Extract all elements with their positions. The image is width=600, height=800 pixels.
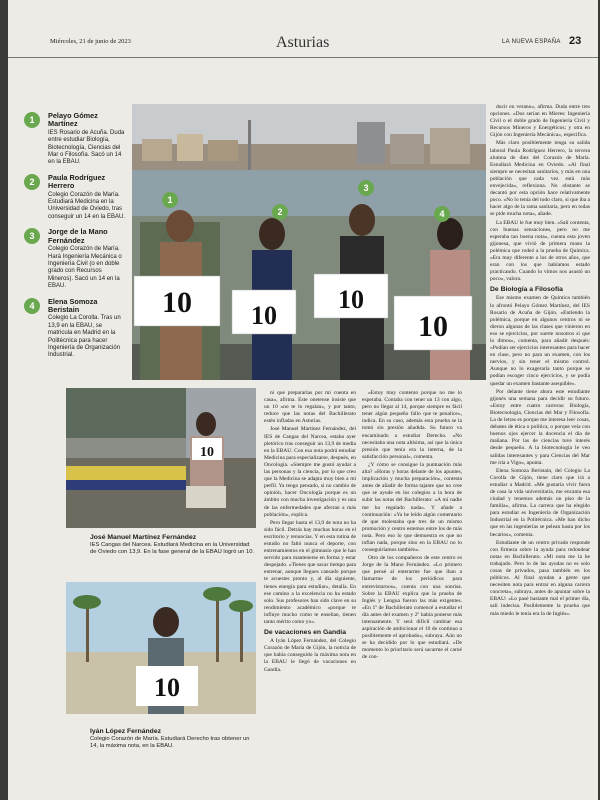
marker-number: 1 [167, 195, 173, 205]
paragraph: Elena Somoza Beristain, del Colegio La Corolla de Gijón, tiene claro que irá a estudiar a Madrid. «Me gustaría vivir fuera de casa la vida universitaria, me encanta esa ciudad y tenemos además un piso de la familia», afirma. La carrera que ha elegido para estudiar es Ingeniería de Organización Industrial en la Politécnica. «Me han dicho que en las ingenierías se pelean hasta por los becarios», comenta. [490, 467, 590, 538]
page-header [8, 32, 598, 58]
paragraph: José Manuel Martínez Fernández, del IES de Cangas del Narcea, estaba ayer pletórico tras conseguir un 13,9 de media en la EBAU. Con esa nota podrá estudiar Medicina para especializarse, después, en Oncología. «Siempre me gustó ayudar a las personas y la ciencia, por lo que creo que la Medicina se adapta muy bien a mi perfil. Ya tengo pensado, si no cambio de opinión, hacer Oncología porque es un ámbito con mucha investigación y es una de las enfermedades que afectan a más población», explica. [264, 426, 356, 518]
article-column-3 [490, 104, 590, 796]
sign-10: 10 [251, 301, 277, 330]
paragraph: ducir en verano», afirma. Duda entre tres opciones. «Dos serían en Mieres: Ingeniería Civil o el doble grado de Ingeniería Civil y Recursos Mineros y Energéticos; y otra en Gijón con Ingeniería Mecánica», especifica. [490, 104, 590, 139]
sign-10: 10 [418, 310, 448, 343]
cangas-caption [90, 534, 256, 556]
caption-text: Colegio Corazón de María. Estudiará Derecho tras obtener un 14, la máxima nota, en la EBAU. [90, 736, 250, 749]
group-photo [132, 104, 486, 380]
paragraph: Ese mismo examen de Química también lo afrontó Pelayo Gómez Martínez, del IES Rosario de Acuña de Gijón. «Entiendo la polémica, porque en algunos centros ni se dieron algunas de las clases que vinieron en eso se ejercicios, por suerte nosotros sí que lo dimos», comenta, para añadir después: «Podían ser ejercicios interesantes para hacer en clase, pero no para un examen, con los nervios, y sin tener el mismo control. Aunque no lo exageraría tanto porque se podían escoger cinco ejercicios, y se podía quedar un examen bastante asequible». [490, 295, 590, 387]
cangas-photo-illustration [66, 388, 256, 528]
subheading: De Biología a Filosofía [490, 286, 563, 294]
number-badge: 2 [24, 174, 40, 190]
student-item [24, 112, 128, 167]
student-item [24, 174, 128, 221]
paragraph: ¿Y cómo se consigue la puntuación más alta? «Horas y horas delante de los apuntes, implicación y mucha preparación», contesta antes de añadir de forma tajante que no cree que se ayude en los colegios a la hora de subir las notas del Bachillerato: «A mí nadie me ha regalado nada». Y añade a continuación: «Ya he leído algún comentario de que molestaba que tres de un mismo promoción y centro estemos entre los de más nota. Pero eso lo que demuestra es que no inflan nada, porque sino en la EBAU no lo conseguiríamos también». [362, 461, 462, 554]
gandia-photo [66, 582, 256, 714]
paragraph: Por delante tiene ahora este estudiante gijonés una semana para decidir su futuro. «Estoy entre cuatro carreras: Biología, Biotecnología, Ciencias del Mar y Filosofía. La de letras es porque me interesa leer cosas, debates de ética o política, o porque veía con buenos ojos ejercer la docencia el día de mañana. Por las de ciencias tuve interés desde pequeño. A la biotecnología le veo salidas interesantes y para Ciencias del Mar me iría a Vigo», apunta. [490, 388, 590, 466]
caption-name: Iyán López Fernández [90, 728, 162, 735]
paragraph: A Iyán López Fernández, del Colegio Corazón de María de Gijón, la noticia de que había conseguido la máxima nota en la EBAU le llegó de vacaciones en Gandía. [264, 638, 356, 673]
paragraph: ni que prepararlas por mi cuenta en casa», afirma. Este onetense insiste que un 10 «no te lo regalan», y por tanto, reduce que las notas del Bachillerato estén infladas en Asturias. [264, 390, 356, 425]
sign-10: 10 [338, 285, 364, 314]
student-name: Pelayo Gómez Martínez [48, 111, 98, 129]
gandia-caption [90, 728, 256, 750]
gandia-photo-illustration [66, 582, 256, 714]
students-sidebar [24, 112, 128, 367]
header-date: Miércoles, 21 de junio de 2023 [50, 38, 131, 45]
student-description: Colegio Corazón de María. Hará Ingeniería Mecánica o Ingeniería Civil (o en doble grado con Recursos Mineros). Sacó un 14 en la EBAU. [48, 246, 122, 290]
number-badge: 4 [24, 298, 40, 314]
newspaper-page [8, 0, 598, 800]
section-title: Asturias [276, 34, 330, 51]
marker-number: 3 [363, 183, 369, 193]
paragraph: Estudiante de un centro privado responde con firmeza sobre la ayuda para redondear notas en Bachillerato. «Mi nota me la he trabajado. Pero lo de las ayudas no es solo cosas de privados, pasa también en los públicos. Al final ayudan a gente que necesiten nota para entrar en alguna carrera concreta», subraya, antes de apuntar sobre la EBAU: «Lo pasé bastante mal el primer día, salí indecisa. Posiblemente la prueba que más miedo le tenía era la de Inglés». [490, 539, 590, 617]
paragraph: La EBAU le fue muy bien. «Salí contenta, con buenas sensaciones, pero no me esperaba tan buena nota», cuenta esta joven gijonesa, que vivió de primera mano la polémica que rodeó a la prueba de Química. «Era muy diferente a los de otros años, que eran con los que habíamos estado practicando. Cuando lo vimos nos asustó un poco», valora. [490, 219, 590, 283]
student-description: Colegio La Corolla. Tras un 13,9 en la EBAU, se matricula en Madrid en la Politécnica para hacer Ingeniería de Organización Industrial. [48, 315, 121, 359]
article-column-2 [362, 390, 462, 796]
subheading: De vacaciones en Gandía [264, 629, 346, 637]
caption-text: IES Cangas del Narcea. Estudiará Medicina en la Universidad de Oviedo con 13,9. En la fase general de la EBAU logró un 10. [90, 542, 255, 555]
paragraph: Pero llegar hasta el 13,9 de nota no ha sido fácil. Detrás hay muchas horas en el escritorio y renuncias. Y en esta rutina de estudio no faltó nunca el deporte, con entrenamientos en el gimnasio que le han servido para mantenerse en forma y estar despejado. «Tienes que sacar tiempo para entrenar, aunque llegues cansado porque te acuestes pronto y, al día siguiente, tienes energía para estudiar», detalla. En ese camino a la excelencia no ha estado solo. Sus profesores han sido clave en su rendimiento académico «porque te influye mucho como te enseñan, tienen tanto mérito como yo». [264, 519, 356, 625]
page-number: 23 [569, 35, 582, 47]
paragraph: Otro de los compañeros de este centro es Jorge de la Mano Fernández. «Lo primero que pensé al enterarme fue que iban a llamarme de los periódicos para entrevistarnos», cuenta con una sonrisa. Sobre la EBAU explica que la prueba de Inglés y Lengua fueron las más exigentes. «En 1º de Bachillerato comencé a estudiar el día antes del examen y 2º había ponerse más intensamente. Y será difícil cambiar esa aspiración de ambicionar el 10 de continuo a posiblemente el aprobado», subraya. Aún no se ha decidido por lo que estudiará. «De momento lo prioritario será sacarme el carné de con- [362, 555, 462, 661]
article-column-1 [264, 390, 356, 796]
number-badge: 1 [24, 112, 40, 128]
marker-number: 2 [277, 207, 283, 217]
student-name: Elena Somoza Beristain [48, 296, 98, 314]
sign-10: 10 [200, 445, 214, 460]
student-name: Jorge de la Mano Fernández [48, 227, 108, 245]
sign-10: 10 [162, 286, 192, 319]
number-badge: 3 [24, 228, 40, 244]
marker-number: 4 [439, 209, 445, 219]
student-description: IES Rosario de Acuña. Duda entre estudiar Biología, Biotecnología, Ciencias del Mar o Filosofía. Sacó un 14 en la EBAU. [48, 129, 125, 166]
student-item [24, 228, 128, 290]
cangas-photo [66, 388, 256, 528]
student-name: Paula Rodríguez Herrero [48, 172, 106, 191]
caption-name: José Manuel Martínez Fernández [90, 534, 197, 541]
group-photo-illustration [132, 104, 486, 380]
paragraph: «Estoy muy contento porque no me lo esperaba. Contaba con tener un 13 con algo, pero no llegar al 14, porque siempre es fácil tener algún pequeño fallo que te penalice», indica. En su caso, además esta prueba se la tomó sin presión añadida. Su futuro va encaminado a estudiar Derecho. «No necesitaba una nota altísima, así que la única presión que tenía era la interna, de la satisfacción personal», comenta. [362, 390, 462, 460]
newspaper-name: LA NUEVA ESPAÑA [502, 39, 561, 45]
sign-10: 10 [154, 673, 180, 702]
student-description: Colegio Corazón de María. Estudiará Medicina en la Universidad de Oviedo, tras conseguir un 14 en la EBAU. [48, 191, 126, 220]
paragraph: Más claro posiblemente tenga su salida laboral Paula Rodríguez Herrero, la tercera alumna de diez del Corazón de María. Estudiará Medicina en Oviedo. «Al final siempre se necesitan sanitarios, y más en una población que cada vez está más envejecida», reflexiona. No obstante se decantó por esta opción hace relativamente poco. «No lo tenía del todo claro, si que iba a hacer algo de la rama sanitaria, pero en todas se pide mucha nota», añade. [490, 140, 590, 218]
student-item [24, 298, 128, 360]
